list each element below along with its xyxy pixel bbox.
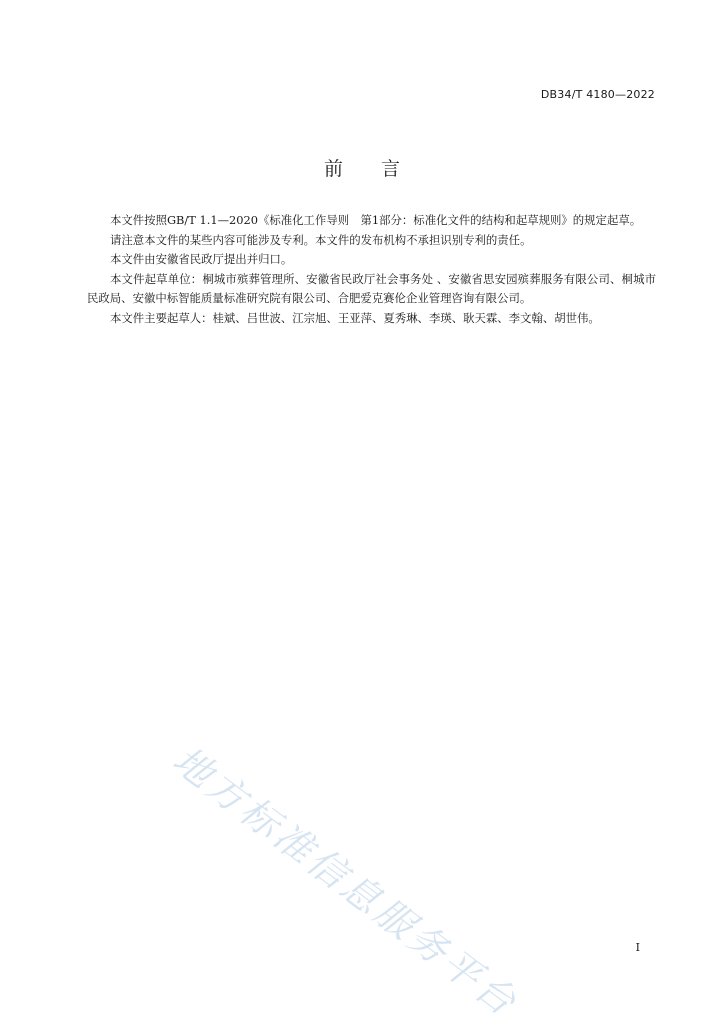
paragraph-drafting-rules: 本文件按照GB/T 1.1—2020《标准化工作导则 第1部分：标准化文件的结构和起草规则》的规定起草。 [110,213,642,227]
page-title: 前言 [323,158,438,180]
paragraph-patent-notice: 请注意本文件的某些内容可能涉及专利。本文件的发布机构不承担识别专利的责任。 [110,232,532,247]
paragraph-drafting-units: 本文件起草单位：桐城市殡葬管理所、安徽省民政厅社会事务处 、安徽省思安园殡葬服务有限公司、桐城市民政局、安徽中标智能质量标准研究院有限公司、合肥爱克赛伦企业管理咨询有限公司。 [87,271,656,306]
watermark: 地方标准信息服务平台 [164,737,527,1026]
page-number: I [635,941,640,954]
standard-code: DB34/T 4180—2022 [540,88,655,101]
foreword-body [87,211,656,329]
paragraph-proposer: 本文件由安徽省民政厅提出并归口。 [110,252,293,267]
paragraph-drafters: 本文件主要起草人：桂斌、吕世波、江宗旭、王亚萍、夏秀琳、李瑛、耿天霖、李文翰、胡世伟。 [110,310,600,325]
